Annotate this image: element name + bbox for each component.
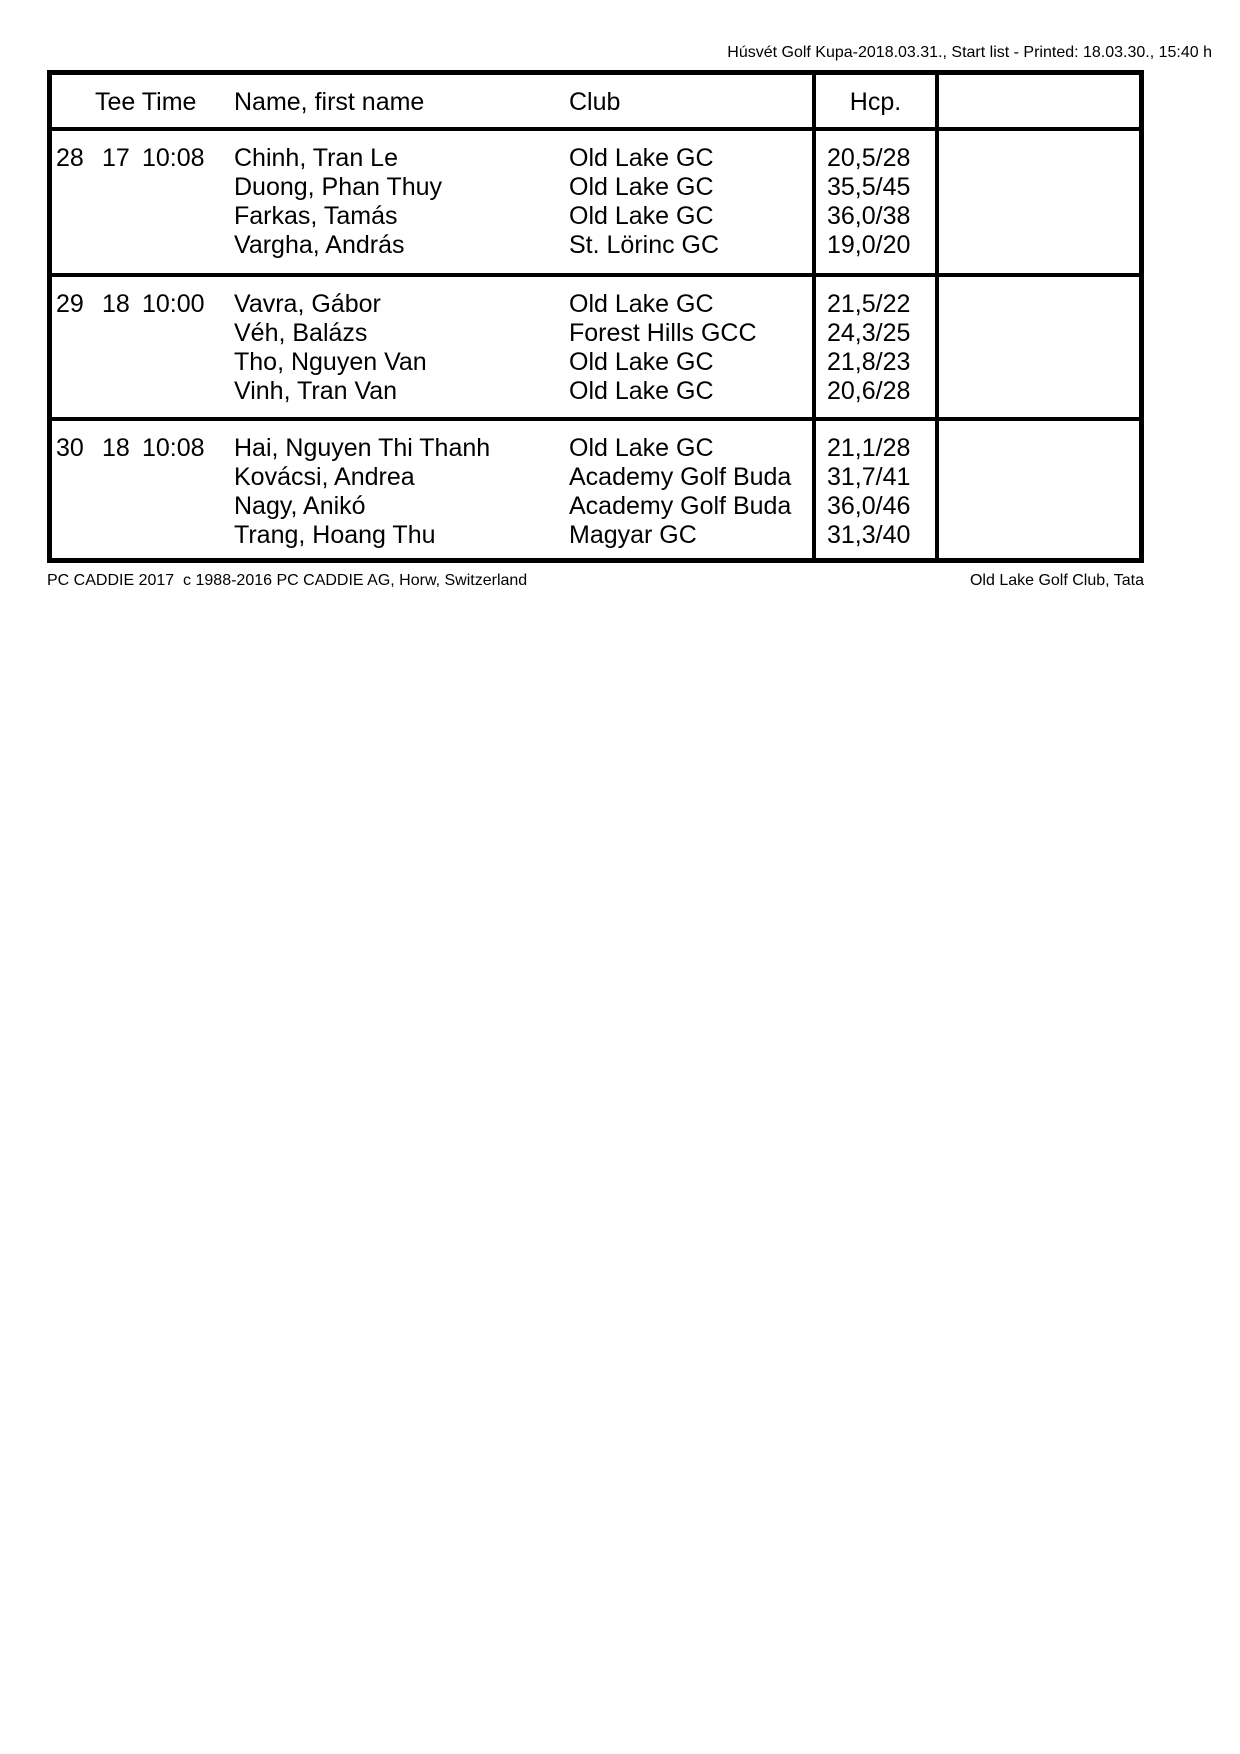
column-header-tee-time: Tee Time	[95, 88, 197, 116]
table-header-row	[52, 75, 1139, 131]
footer-club-name: Old Lake Golf Club, Tata	[969, 572, 1144, 589]
start-tee: 18	[102, 290, 130, 318]
player-hcp: 21,5/22	[827, 290, 911, 318]
start-tee: 18	[102, 434, 130, 462]
player-club: Old Lake GC	[569, 202, 714, 230]
flight-group-28	[52, 131, 1139, 277]
player-club: Academy Golf Buda	[569, 463, 792, 491]
player-row	[52, 492, 1139, 521]
player-hcp: 19,0/20	[827, 231, 911, 259]
player-hcp: 21,1/28	[827, 434, 911, 462]
player-name: Farkas, Tamás	[234, 202, 398, 230]
start-list-table	[47, 70, 1144, 563]
tee-time: 10:08	[142, 434, 205, 462]
player-hcp: 31,3/40	[827, 521, 911, 549]
player-club: Magyar GC	[569, 521, 697, 549]
column-divider-hcp-notes	[935, 75, 939, 558]
player-club: Old Lake GC	[569, 434, 714, 462]
footer-software-credit: PC CADDIE 2017 c 1988-2016 PC CADDIE AG, Horw, Switzerland	[47, 572, 528, 589]
column-header-hcp: Hcp.	[849, 88, 902, 116]
player-club: Academy Golf Buda	[569, 492, 792, 520]
player-row	[52, 144, 1139, 173]
player-row	[52, 319, 1139, 348]
player-name: Kovácsi, Andrea	[234, 463, 415, 491]
flight-number: 30	[56, 434, 84, 462]
player-name: Hai, Nguyen Thi Thanh	[234, 434, 491, 462]
tee-time: 10:08	[142, 144, 205, 172]
player-name: Nagy, Anikó	[234, 492, 366, 520]
flight-number: 28	[56, 144, 84, 172]
flight-group-29	[52, 277, 1139, 421]
column-header-name: Name, first name	[234, 88, 425, 116]
player-row	[52, 434, 1139, 463]
player-hcp: 20,6/28	[827, 377, 911, 405]
player-row	[52, 173, 1139, 202]
player-row	[52, 290, 1139, 319]
flight-number: 29	[56, 290, 84, 318]
player-row	[52, 377, 1139, 406]
player-hcp: 36,0/38	[827, 202, 911, 230]
player-club: St. Lörinc GC	[569, 231, 720, 259]
player-hcp: 35,5/45	[827, 173, 911, 201]
tee-time: 10:00	[142, 290, 205, 318]
player-hcp: 20,5/28	[827, 144, 911, 172]
column-divider-club-hcp	[812, 75, 816, 558]
player-club: Old Lake GC	[569, 144, 714, 172]
player-name: Trang, Hoang Thu	[234, 521, 436, 549]
player-hcp: 31,7/41	[827, 463, 911, 491]
column-header-club: Club	[569, 88, 621, 116]
player-row	[52, 231, 1139, 260]
player-club: Old Lake GC	[569, 173, 714, 201]
player-hcp: 36,0/46	[827, 492, 911, 520]
player-hcp: 24,3/25	[827, 319, 911, 347]
player-name: Véh, Balázs	[234, 319, 368, 347]
player-row	[52, 463, 1139, 492]
player-name: Vargha, András	[234, 231, 405, 259]
player-name: Tho, Nguyen Van	[234, 348, 427, 376]
player-club: Old Lake GC	[569, 348, 714, 376]
document-header-line: Húsvét Golf Kupa-2018.03.31., Start list - Printed: 18.03.30., 15:40 h	[727, 44, 1212, 61]
player-row	[52, 348, 1139, 377]
player-name: Duong, Phan Thuy	[234, 173, 443, 201]
player-club: Old Lake GC	[569, 377, 714, 405]
player-hcp: 21,8/23	[827, 348, 911, 376]
player-name: Vavra, Gábor	[234, 290, 381, 318]
start-tee: 17	[102, 144, 130, 172]
player-name: Chinh, Tran Le	[234, 144, 398, 172]
player-row	[52, 521, 1139, 550]
player-row	[52, 202, 1139, 231]
player-club: Old Lake GC	[569, 290, 714, 318]
flight-group-30	[52, 421, 1139, 558]
player-name: Vinh, Tran Van	[234, 377, 398, 405]
player-club: Forest Hills GCC	[569, 319, 757, 347]
